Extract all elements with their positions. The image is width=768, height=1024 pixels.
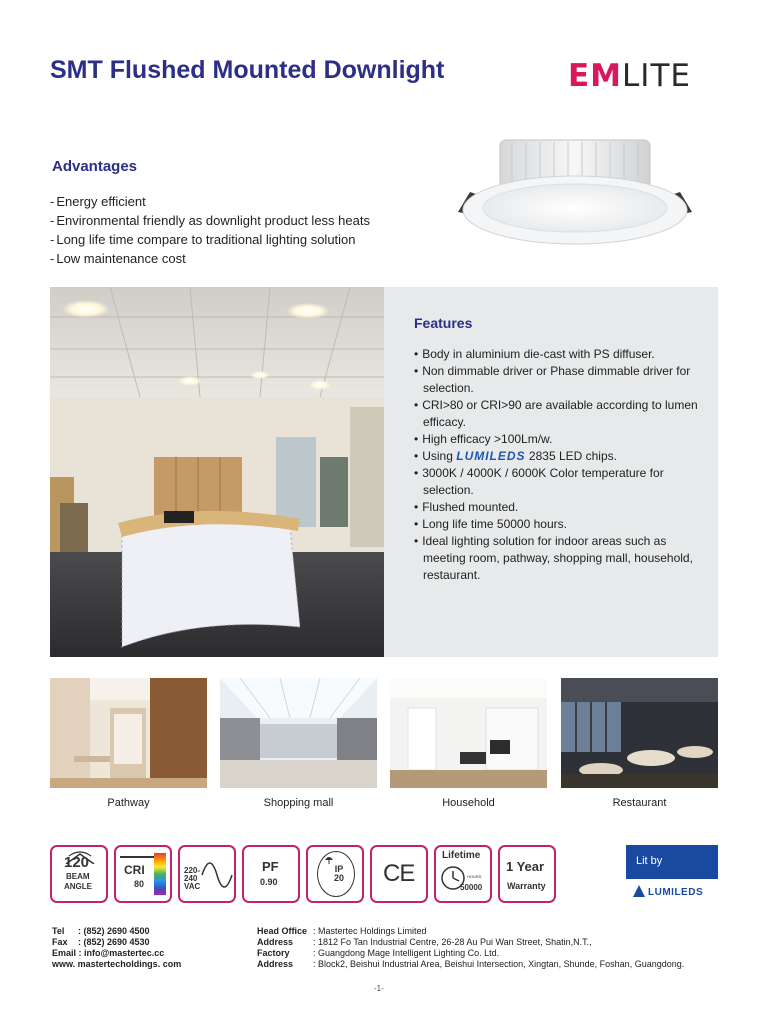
voltage-badge — [178, 845, 236, 903]
feature-using-suffix: 2835 LED chips. — [528, 449, 617, 463]
ip-rating-badge — [306, 845, 364, 903]
office-info — [257, 926, 684, 970]
fax-value: : (852) 2690 4530 — [78, 937, 150, 947]
cri-value: 80 — [134, 879, 145, 889]
ip-line: 20 — [334, 873, 345, 883]
beam-value: 120 — [64, 854, 90, 871]
page-number: -1- — [374, 984, 384, 993]
page-title: SMT Flushed Mounted Downlight — [50, 56, 445, 84]
feature-item: • CRI>80 or CRI>90 are available according to lumen efficacy. — [414, 397, 710, 431]
feature-item: • Flushed mounted. — [414, 499, 710, 516]
beam-label: BEAM — [66, 872, 90, 881]
features-list — [414, 346, 710, 584]
umbrella-icon — [324, 855, 334, 865]
office-value: : Block2, Beishui Industrial Area, Beishui Intersection, Xingtan, Shunde, Foshan, Guangdong. — [313, 959, 685, 969]
vac-line: 220- — [184, 866, 201, 875]
tel-row — [52, 926, 181, 937]
tel-label: Tel — [52, 926, 65, 936]
cri-label: CRI — [124, 863, 145, 877]
features-panel — [384, 287, 718, 657]
office-key: Address — [257, 937, 294, 947]
ce-badge — [370, 845, 428, 903]
application-gallery — [50, 678, 718, 818]
vac-text — [184, 867, 200, 891]
logo-lite: LITE — [622, 58, 691, 94]
warranty-badge — [498, 845, 556, 903]
beam-angle-badge — [50, 845, 108, 903]
tel-value: : (852) 2690 4500 — [78, 926, 150, 936]
caption-household: Household — [442, 797, 495, 809]
email-row: Email : info@mastertec.cc — [52, 948, 165, 958]
thumb-pathway — [50, 678, 207, 809]
hours-label: HOURS — [467, 874, 482, 879]
warranty-label: Warranty — [507, 881, 546, 891]
shopping-mall-photo — [220, 678, 377, 788]
power-factor-badge — [242, 845, 300, 903]
lifetime-badge — [434, 845, 492, 903]
advantage-item: - Low maintenance cost — [50, 249, 370, 268]
thumb-shopping-mall — [220, 678, 377, 809]
ip-line: IP — [334, 864, 344, 874]
contact-info — [52, 926, 181, 970]
warranty-value: 1 Year — [506, 859, 545, 874]
thumb-household — [390, 678, 547, 809]
pf-label: PF — [262, 859, 279, 874]
feature-item: • Long life time 50000 hours. — [414, 516, 710, 533]
pathway-photo — [50, 678, 207, 788]
fax-row — [52, 937, 181, 948]
advantages-heading: Advantages — [52, 158, 138, 175]
website-row: www. mastertecholdings. com — [52, 959, 182, 969]
lumileds-brand: LUMILEDS — [648, 887, 704, 898]
feature-item: • Body in aluminium die-cast with PS diffuser. — [414, 346, 710, 363]
office-row — [257, 937, 684, 948]
ip-text — [334, 865, 344, 883]
feature-item: • High efficacy >100Lm/w. — [414, 431, 710, 448]
caption-shopping-mall: Shopping mall — [263, 797, 334, 809]
feature-item-lumileds — [414, 448, 710, 465]
office-row — [257, 959, 684, 970]
cri-badge — [114, 845, 172, 903]
advantages-list — [50, 192, 370, 268]
feature-using-prefix: Using — [422, 449, 453, 463]
lit-by-label: Lit by — [636, 855, 663, 867]
office-value: : Mastertec Holdings Limited — [313, 926, 427, 936]
advantage-item: - Environmental friendly as downlight product less heats — [50, 211, 370, 230]
household-photo — [390, 678, 547, 788]
advantage-item: - Long life time compare to traditional lighting solution — [50, 230, 370, 249]
lit-by-lumileds-logo — [626, 845, 718, 903]
downlight-product-image — [450, 132, 700, 252]
fax-label: Fax — [52, 937, 68, 947]
features-heading: Features — [414, 315, 473, 331]
thumb-restaurant — [561, 678, 718, 809]
lumileds-inline-logo: LUMILEDS — [456, 449, 526, 463]
office-key: Factory — [257, 948, 290, 958]
cri-rule — [120, 856, 154, 858]
lumileds-mark-icon — [632, 884, 646, 898]
feature-item: • Ideal lighting solution for indoor areas such as meeting room, pathway, shopping mall, household, restaurant. — [414, 533, 710, 584]
angle-label: ANGLE — [64, 882, 92, 891]
emlite-logo — [568, 58, 691, 94]
caption-restaurant: Restaurant — [612, 797, 667, 809]
caption-pathway: Pathway — [107, 797, 150, 809]
pf-value: 0.90 — [260, 877, 278, 887]
office-row — [257, 948, 684, 959]
office-key: Head Office — [257, 926, 308, 936]
advantage-item: - Energy efficient — [50, 192, 370, 211]
office-value: : Guangdong Mage Intelligent Lighting Co. Ltd. — [313, 948, 500, 958]
logo-em: EM — [568, 58, 623, 94]
lifetime-label: Lifetime — [442, 850, 481, 861]
feature-item: • Non dimmable driver or Phase dimmable driver for selection. — [414, 363, 710, 397]
office-key: Address — [257, 959, 294, 969]
lifetime-value: 50000 — [460, 883, 483, 892]
vac-line: VAC — [184, 882, 201, 891]
restaurant-photo — [561, 678, 718, 788]
ce-mark: CE — [383, 860, 415, 887]
office-reception-photo — [50, 287, 384, 657]
vac-line: 240 — [184, 874, 198, 883]
office-row — [257, 926, 684, 937]
feature-item: • 3000K / 4000K / 6000K Color temperature for selection. — [414, 465, 710, 499]
color-spectrum-icon — [154, 853, 166, 895]
sine-wave-icon — [200, 855, 234, 895]
office-value: : 1812 Fo Tan Industrial Centre, 26-28 Au Pui Wan Street, Shatin,N.T., — [313, 937, 592, 947]
